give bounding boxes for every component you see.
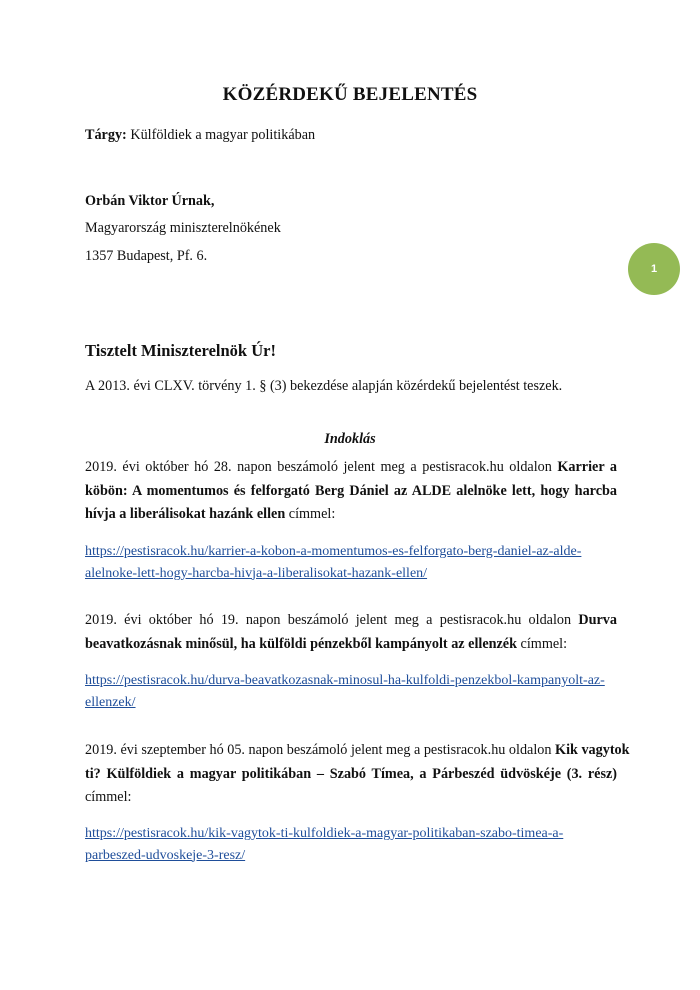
recipient-address: 1357 Budapest, Pf. 6. [85,248,208,264]
article-link-1[interactable]: https://pestisracok.hu/karrier-a-kobon-a-momentumos-es-felforgato-berg-daniel-az-alde- alelnoke-lett-hogy-harcba-hivja-a-liberalisokat-hazank-ellen/ [85,544,582,581]
paragraph-line: 2019. évi október hó 19. napon beszámoló jelent meg a pestisracok.hu oldalon Durva [85,612,617,628]
greeting: Tisztelt Miniszterelnök Úr! [85,341,276,360]
recipient-name: Orbán Viktor Úrnak, [85,193,215,209]
paragraph-line: hívja a liberálisokat hazánk ellen címmel: [85,506,336,522]
paragraph-line: beavatkozásnak minősül, ha külföldi pénzekből kampányolt az ellenzék címmel: [85,635,568,652]
paragraph-line: ti? Külföldiek a magyar politikában – Szabó Tímea, a Párbeszéd üdvöskéje (3. rész) [85,765,617,782]
page-number-badge[interactable]: 1 [628,243,680,295]
recipient-role: Magyarország miniszterelnökének [85,220,281,236]
report-paragraph-1 [85,456,617,527]
paragraph-line: 2019. évi szeptember hó 05. napon beszámoló jelent meg a pestisracok.hu oldalon Kik vagytok [85,742,630,758]
subject-label: Tárgy: [85,127,127,143]
subject-line [85,127,315,144]
article-link-2[interactable]: https://pestisracok.hu/durva-beavatkozasnak-minosul-ha-kulfoldi-penzekbol-kampanyolt-az- ellenzek/ [85,673,605,710]
paragraph-line: köbön: A momentumos és felforgató Berg Dániel az ALDE alelnöke lett, hogy harcba [85,482,617,499]
document-title: KÖZÉRDEKŰ BEJELENTÉS [222,84,478,105]
report-paragraph-3 [85,739,630,810]
paragraph-line: címmel: [85,789,132,805]
paragraph-line: 2019. évi október hó 28. napon beszámoló jelent meg a pestisracok.hu oldalon Karrier a [85,459,617,475]
reasoning-heading: Indoklás [324,431,376,447]
article-link-3[interactable]: https://pestisracok.hu/kik-vagytok-ti-kulfoldiek-a-magyar-politikaban-szabo-timea-a- parbeszed-udvoskeje-3-resz/ [85,826,564,863]
intro-text: A 2013. évi CLXV. törvény 1. § (3) bekezdése alapján közérdekű bejelentést teszek. [85,378,563,394]
report-paragraph-2 [85,609,617,656]
subject-text: Külföldiek a magyar politikában [126,127,316,143]
